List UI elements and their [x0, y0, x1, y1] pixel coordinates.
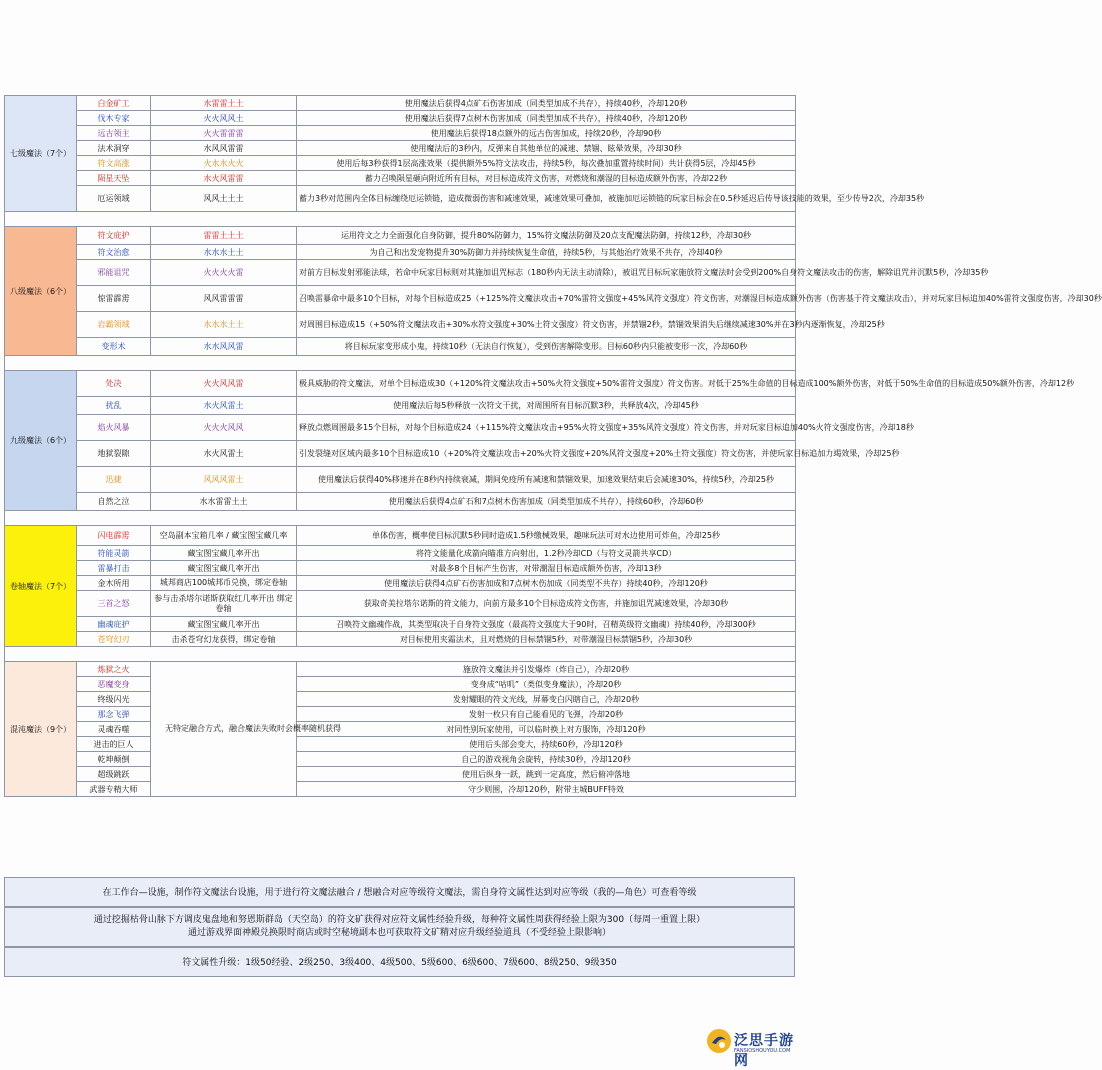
spell-description: 召唤雷暴命中最多10个目标，对每个目标造成25（+125%符文魔法攻击+70%雷符文强度+45%风符文强度）符文伤害，对潮湿目标造成额外伤害（伤害基于符文魔法攻击），并对玩家目标追加40%雷符文强度伤害，冷却30秒 [297, 286, 796, 312]
spell-name: 迅捷 [77, 467, 151, 493]
spell-name: 幽魂庇护 [77, 617, 151, 632]
spell-name: 超级跳跃 [77, 767, 151, 782]
spell-name: 惊雷霹雳 [77, 286, 151, 312]
spell-description: 发射一枚只有自己能看见的飞弹，冷却20秒 [297, 707, 796, 722]
separator-cell [5, 356, 796, 371]
spell-recipe: 无特定融合方式，融合魔法失败时会概率随机获得 [151, 662, 297, 797]
spell-recipe: 水水水土土 [151, 245, 297, 260]
magic-row [5, 722, 796, 737]
spell-recipe: 火火风风雷 [151, 371, 297, 397]
footer-line-4: 符文属性升级：1级50经验、2级250、3级400、4级500、5级600、6级600、7级600、8级250、9级350 [182, 958, 617, 968]
magic-row [5, 782, 796, 797]
magic-row [5, 397, 796, 415]
separator-cell [5, 212, 796, 227]
spell-description: 对前方目标发射邪能法球，若命中玩家目标则对其施加诅咒标志（180秒内无法主动清除），被诅咒目标玩家施放符文魔法时会受到200%自身符文魔法攻击的伤害，解除诅咒并沉默5秒，冷却35秒 [297, 260, 796, 286]
spell-name: 符文庇护 [77, 227, 151, 245]
spell-description: 使用魔法后获得18点额外的远古伤害加成，持续20秒，冷却90秒 [297, 126, 796, 141]
spell-recipe: 水风风雷雷 [151, 141, 297, 156]
spell-description: 单体伤害，概率使目标沉默5秒同时造成1.5秒缴械效果，趣味玩法可对水边使用可炸鱼，冷却25秒 [297, 526, 796, 546]
spell-recipe: 击杀苍穹幻龙获得，绑定卷轴 [151, 632, 297, 647]
spell-name: 符文高涨 [77, 156, 151, 171]
magic-row [5, 141, 796, 156]
tier-separator [5, 356, 796, 371]
magic-table [4, 95, 1102, 797]
spell-name: 自然之泣 [77, 493, 151, 511]
magic-row [5, 96, 796, 111]
spell-name: 三首之怒 [77, 591, 151, 617]
spell-recipe: 风风雷雷雷 [151, 286, 297, 312]
spell-description: 施放符文魔法并引发爆炸（炸自己），冷却20秒 [297, 662, 796, 677]
spell-description: 对同性别玩家使用，可以临时换上对方服饰，冷却120秒 [297, 722, 796, 737]
spell-name: 金木所用 [77, 576, 151, 591]
magic-row [5, 156, 796, 171]
magic-row [5, 371, 796, 397]
spell-name: 进击的巨人 [77, 737, 151, 752]
magic-row [5, 441, 796, 467]
spell-name: 终级闪光 [77, 692, 151, 707]
spell-name: 陨星天坠 [77, 171, 151, 186]
spell-recipe: 风风土土土 [151, 186, 297, 212]
spell-recipe: 雷雷土土土 [151, 227, 297, 245]
spell-description: 对周围目标造成15（+50%符文魔法攻击+30%水符文强度+30%土符文强度）符文伤害，并禁锢2秒，禁锢效果消失后继续减速30%并在3秒内逐渐恢复，冷却25秒 [297, 312, 796, 338]
spell-description: 守少则围，冷却120秒，附带主城BUFF特效 [297, 782, 796, 797]
spell-description: 使用魔法后每5秒释放一次符文干扰，对周围所有目标沉默3秒，共释放4次，冷却45秒 [297, 397, 796, 415]
spell-name: 闪电霹雳 [77, 526, 151, 546]
spell-name: 地狱裂隙 [77, 441, 151, 467]
spell-name: 岩霸领域 [77, 312, 151, 338]
footer-note-2 [4, 907, 795, 947]
spell-name: 苍穹幻刃 [77, 632, 151, 647]
spell-recipe: 水水风风雷 [151, 338, 297, 356]
spell-recipe: 水雷雷土土 [151, 96, 297, 111]
spell-name: 扰乱 [77, 397, 151, 415]
spell-description: 为自己和出发宠物提升30%防御力并持续恢复生命值，持续5秒，与其他治疗效果不共存，冷却40秒 [297, 245, 796, 260]
spell-recipe: 火火雷雷雷 [151, 126, 297, 141]
spell-name: 厄运领域 [77, 186, 151, 212]
magic-row [5, 415, 796, 441]
spell-recipe: 水水雷雷土土 [151, 493, 297, 511]
tier-separator [5, 511, 796, 526]
spell-description: 运用符文之力全面强化自身防御，提升80%防御力，15%符文魔法防御及20点支配魔法防御，持续12秒，冷却30秒 [297, 227, 796, 245]
spell-recipe: 藏宝图宝藏几率开出 [151, 546, 297, 561]
magic-row [5, 245, 796, 260]
spell-description: 将目标玩家变形成小鬼，持续10秒（无法自行恢复），受到伤害解除变形。目标60秒内只能被变形一次，冷却60秒 [297, 338, 796, 356]
spell-name: 白金矿工 [77, 96, 151, 111]
spell-name: 雷暴打击 [77, 561, 151, 576]
spell-name: 焰火风暴 [77, 415, 151, 441]
magic-row [5, 286, 796, 312]
magic-row [5, 617, 796, 632]
spell-recipe: 火水水火火 [151, 156, 297, 171]
spell-description: 使用魔法后获得4点矿石和7点树木伤害加成（同类型加成不共存），持续60秒，冷却60秒 [297, 493, 796, 511]
magic-row [5, 591, 796, 617]
spell-name: 符文治愈 [77, 245, 151, 260]
spell-description: 释放点燃周围最多15个目标，对每个目标造成24（+115%符文魔法攻击+95%火符文强度+35%风符文强度）符文伤害，并对玩家目标追加40%火符文强度伤害，冷却18秒 [297, 415, 796, 441]
spell-description: 获取奇美拉塔尔诺斯的符文能力，向前方最多10个目标造成符文伤害，并施加诅咒减速效果，冷却30秒 [297, 591, 796, 617]
tier-label: 混沌魔法（9个） [5, 662, 77, 797]
spell-description: 蓄力3秒对范围内全体目标缠绕厄运锁链，造成微弱伤害和减速效果，减速效果可叠加，被施加厄运锁链的玩家目标会在0.5秒延迟后传导该技能的效果，至少传导2次，冷却35秒 [297, 186, 796, 212]
spell-recipe: 水水水土土 [151, 312, 297, 338]
brand-url: FANSIOSHOUYOU.COM [734, 1048, 791, 1054]
spell-recipe: 藏宝图宝藏几率开出 [151, 617, 297, 632]
site-watermark [706, 1024, 796, 1069]
footer-line-2: 通过挖掘枯骨山脉下方调皮鬼盘地和努恩斯群岛（天空岛）的符文矿获得对应符文属性经验升级，每种符文属性周获得经验上限为300（每周一重置上限） [93, 915, 706, 925]
spell-recipe: 火火风风土 [151, 111, 297, 126]
spell-name: 远古领主 [77, 126, 151, 141]
spell-name: 伐木专家 [77, 111, 151, 126]
magic-row [5, 707, 796, 722]
spell-recipe: 水火风雷土 [151, 397, 297, 415]
magic-row [5, 111, 796, 126]
tier-separator [5, 212, 796, 227]
spell-name: 符能灵箭 [77, 546, 151, 561]
spell-recipe: 火火火风风 [151, 415, 297, 441]
magic-row [5, 692, 796, 707]
spell-recipe: 水火风雷土 [151, 441, 297, 467]
spell-description: 召唤符文幽魂作战，其类型取决于自身符文强度（最高符文强度大于90时，召精英级符文幽魂）持续40秒，冷却300秒 [297, 617, 796, 632]
magic-row [5, 526, 796, 546]
spell-name: 邪能诅咒 [77, 260, 151, 286]
magic-row [5, 227, 796, 245]
spell-name: 武器专精大师 [77, 782, 151, 797]
spell-name: 灵魂吞噬 [77, 722, 151, 737]
magic-row [5, 737, 796, 752]
spell-description: 对目标使用夹霜法术，且对燃烧的目标禁锢5秒，对带潮湿目标禁锢5秒，冷却30秒 [297, 632, 796, 647]
tier-label: 九级魔法（6个） [5, 371, 77, 511]
spell-description: 蓄力召唤陨星砸向附近所有目标，对目标造成符文伤害，对燃烧和潮湿的目标造成额外伤害，冷却22秒 [297, 171, 796, 186]
magic-table-sheet [4, 95, 1102, 797]
spell-description: 自己的游戏视角会旋转，持续30秒，冷却120秒 [297, 752, 796, 767]
spell-recipe: 城邦商店100城邦币兑换，绑定卷轴 [151, 576, 297, 591]
tier-label: 八级魔法（6个） [5, 227, 77, 356]
magic-row [5, 312, 796, 338]
footer-note-1 [4, 877, 795, 907]
spell-description: 极具威胁的符文魔法，对单个目标造成30（+120%符文魔法攻击+50%火符文强度+50%雷符文强度）符文伤害。对低于25%生命值的目标造成100%额外伤害，对低于50%生命值的目标造成50%额外伤害，冷却12秒 [297, 371, 796, 397]
spell-recipe: 水火风雷雷 [151, 171, 297, 186]
spell-recipe: 风风风雷土 [151, 467, 297, 493]
brand-logo-icon [706, 1028, 732, 1054]
separator-cell [5, 511, 796, 526]
spell-name: 那念飞弹 [77, 707, 151, 722]
footer-note-3 [4, 947, 795, 977]
spell-description: 使用后头部会变大，持续60秒，冷却120秒 [297, 737, 796, 752]
separator-cell [5, 647, 796, 662]
spell-description: 引发裂缝对区域内最多10个目标造成10（+20%符文魔法攻击+20%火符文强度+20%风符文强度+20%土符文强度）符文伤害，并使玩家目标追加力竭效果，冷却25秒 [297, 441, 796, 467]
spell-name: 变形术 [77, 338, 151, 356]
spell-description: 对最多8个目标产生伤害，对带潮湿目标造成额外伤害，冷却13秒 [297, 561, 796, 576]
spell-description: 使用魔法后获得7点树木伤害加成（同类型加成不共存），持续40秒，冷却120秒 [297, 111, 796, 126]
magic-row [5, 561, 796, 576]
spell-recipe: 参与击杀塔尔诺斯获取红几率开出 绑定卷轴 [151, 591, 297, 617]
tier-label: 卷轴魔法（7个） [5, 526, 77, 647]
magic-row [5, 171, 796, 186]
tier-separator [5, 647, 796, 662]
magic-row [5, 632, 796, 647]
tier-label: 七级魔法（7个） [5, 96, 77, 212]
magic-row [5, 186, 796, 212]
footer-line-1: 在工作台—设施，制作符文魔法台设施，用于进行符文魔法融合 / 想融合对应等级符文魔法，需自身符文属性达到对应等级（我的—角色）可查看等级 [102, 888, 697, 898]
magic-row [5, 493, 796, 511]
spell-name: 处决 [77, 371, 151, 397]
spell-description: 使用后每3秒获得1层高涨效果（提供额外5%符文法攻击，持续5秒，每次叠加重置持续时间）共计获得5层，冷却45秒 [297, 156, 796, 171]
magic-row [5, 467, 796, 493]
footer-line-3: 通过游戏界面神殿兑换限时商店或时空秘境副本也可获取符文矿精对应升级经验道具（不受经验上限影响） [187, 928, 611, 938]
spell-name: 炼狱之火 [77, 662, 151, 677]
magic-row [5, 677, 796, 692]
spell-description: 将符文能量化成箭向瞄准方向射出，1.2秒冷却CD（与符文灵箭共享CD） [297, 546, 796, 561]
magic-row [5, 752, 796, 767]
magic-row [5, 338, 796, 356]
spell-description: 变身成“咕叽”（类似变身魔法），冷却20秒 [297, 677, 796, 692]
spell-description: 发射耀眼的符文光线，屏幕变白闪瞎自己，冷却20秒 [297, 692, 796, 707]
spell-recipe: 藏宝图宝藏几率开出 [151, 561, 297, 576]
spell-recipe: 空岛副本宝箱几率 / 藏宝图宝藏几率 [151, 526, 297, 546]
spell-name: 乾坤颠倒 [77, 752, 151, 767]
magic-row [5, 767, 796, 782]
spell-name: 恶魔变身 [77, 677, 151, 692]
spell-description: 使用后纵身一跃，跳到一定高度，然后俯冲落地 [297, 767, 796, 782]
magic-row [5, 126, 796, 141]
spell-description: 使用魔法后获得4点矿石伤害加成和7点树木伤加成（同类型不共存）持续40秒，冷却120秒 [297, 576, 796, 591]
spell-name: 法术洞穿 [77, 141, 151, 156]
magic-row [5, 662, 796, 677]
spell-description: 使用魔法后获得40%移速并在8秒内持续衰减，期间免疫所有减速和禁锢效果，加速效果结束后会减速30%，持续5秒，冷却25秒 [297, 467, 796, 493]
spell-recipe: 火火火火雷 [151, 260, 297, 286]
magic-row [5, 260, 796, 286]
magic-row [5, 546, 796, 561]
spell-description: 使用魔法后获得4点矿石伤害加成（同类型加成不共存），持续40秒，冷却120秒 [297, 96, 796, 111]
magic-row [5, 576, 796, 591]
spell-description: 使用魔法后的3秒内，反弹来自其他单位的减速、禁锢、眩晕效果，冷却30秒 [297, 141, 796, 156]
brand-name: 泛思手游网 [734, 1033, 794, 1069]
